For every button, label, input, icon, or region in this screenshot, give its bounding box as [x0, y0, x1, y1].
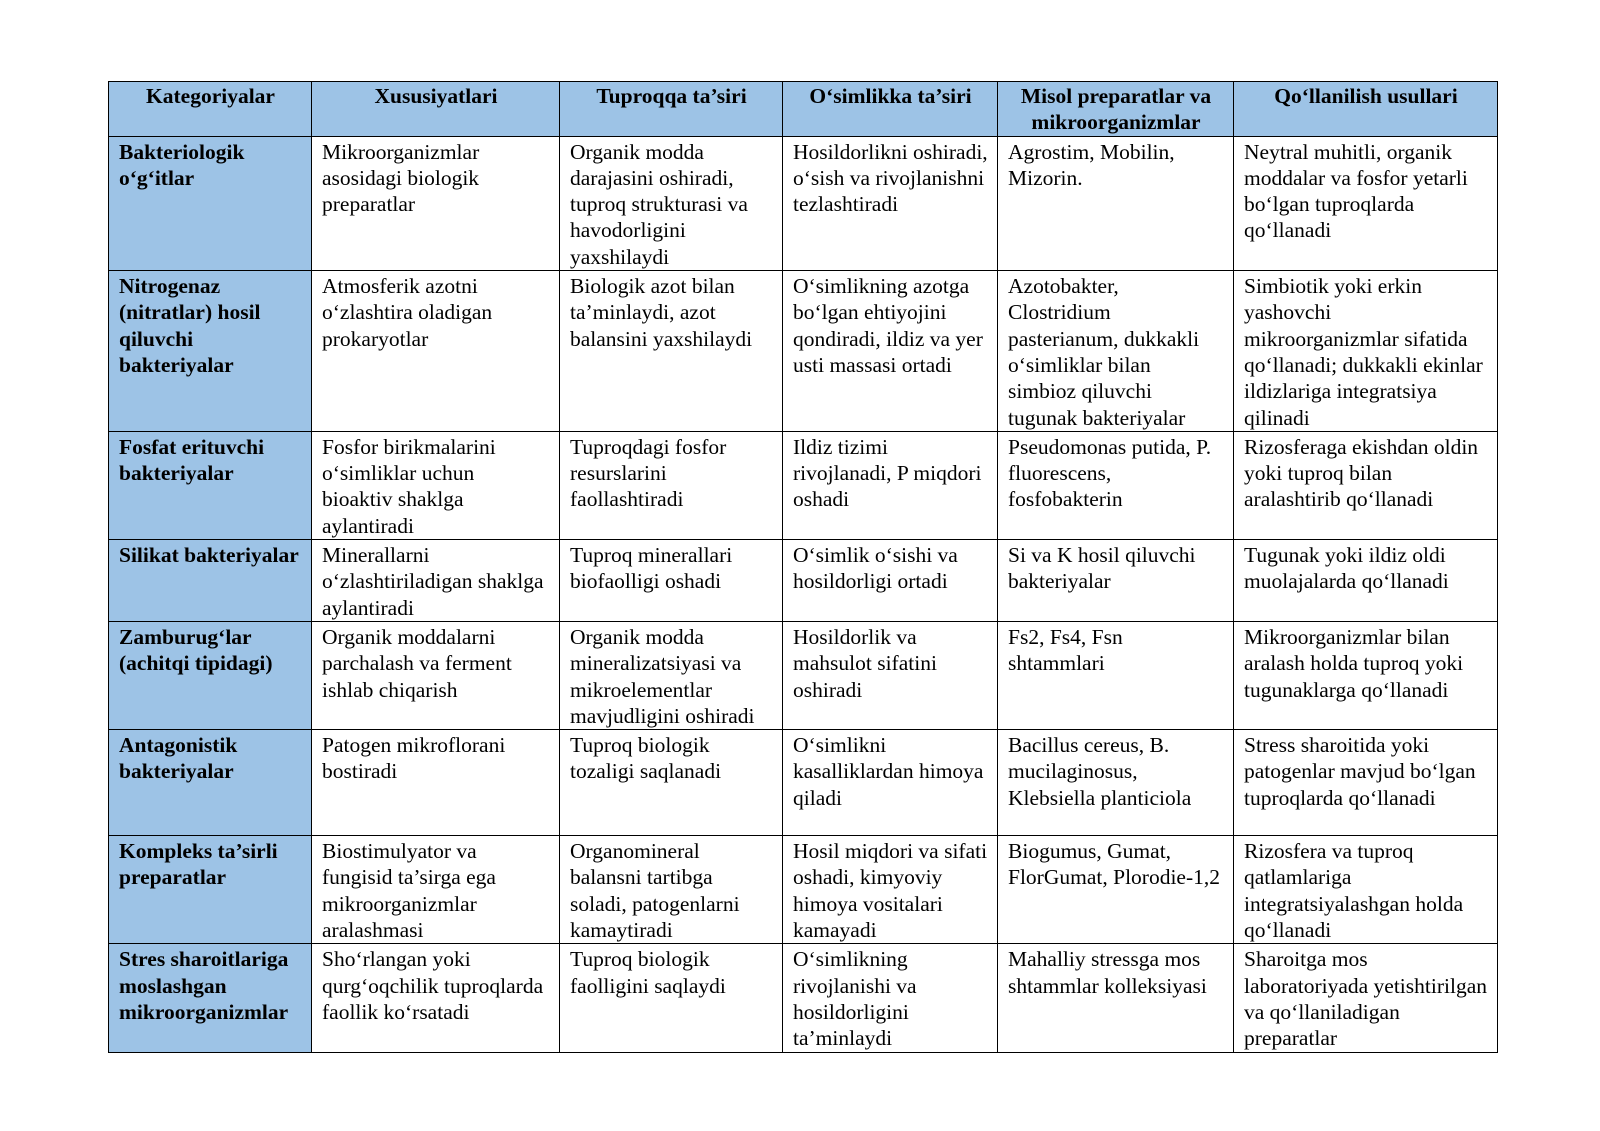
data-table	[108, 81, 1498, 1053]
row-category-cell: Bakteriologik o‘g‘itlar	[109, 136, 312, 270]
table-cell: Hosildorlikni oshiradi, o‘sish va rivojlanishni tezlashtiradi	[783, 136, 998, 270]
table-cell: Organomineral balansni tartibga soladi, patogenlarni kamaytiradi	[560, 836, 783, 944]
table-cell: Biogumus, Gumat, FlorGumat, Plorodie-1,2	[998, 836, 1234, 944]
table-cell: Tuproqdagi fosfor resurslarini faollashtiradi	[560, 431, 783, 539]
table-cell: Tuproq minerallari biofaolligi oshadi	[560, 540, 783, 622]
table-cell: O‘simlikning azotga bo‘lgan ehtiyojini qondiradi, ildiz va yer usti massasi ortadi	[783, 271, 998, 432]
table-cell: Tuproq biologik faolligini saqlaydi	[560, 944, 783, 1052]
row-category-cell: Fosfat erituvchi bakteriyalar	[109, 431, 312, 539]
table-cell: Simbiotik yoki erkin yashovchi mikroorganizmlar sifatida qo‘llanadi; dukkakli ekinlar ildizlariga integratsiya qilinadi	[1234, 271, 1498, 432]
table-row	[109, 136, 1498, 270]
table-cell: Si va K hosil qiluvchi bakteriyalar	[998, 540, 1234, 622]
table-cell: Pseudomonas putida, P. fluorescens, fosfobakterin	[998, 431, 1234, 539]
row-category-cell: Nitrogenaz (nitratlar) hosil qiluvchi bakteriyalar	[109, 271, 312, 432]
table-cell: Patogen mikroflorani bostiradi	[312, 730, 560, 836]
table-cell: Ildiz tizimi rivojlanadi, P miqdori oshadi	[783, 431, 998, 539]
header-examples: Misol preparatlar va mikroorganizmlar	[998, 82, 1234, 137]
table-cell: Organik modda darajasini oshiradi, tuproq strukturasi va havodorligini yaxshilaydi	[560, 136, 783, 270]
header-plant-effect: O‘simlikka ta’siri	[783, 82, 998, 137]
table-cell: Mahalliy stressga mos shtammlar kolleksiyasi	[998, 944, 1234, 1052]
table-cell: Neytral muhitli, organik moddalar va fosfor yetarli bo‘lgan tuproqlarda qo‘llanadi	[1234, 136, 1498, 270]
table-cell: Stress sharoitida yoki patogenlar mavjud bo‘lgan tuproqlarda qo‘llanadi	[1234, 730, 1498, 836]
table-cell: Biostimulyator va fungisid ta’sirga ega mikroorganizmlar aralashmasi	[312, 836, 560, 944]
table-row	[109, 540, 1498, 622]
header-categories: Kategoriyalar	[109, 82, 312, 137]
table-cell: Bacillus cereus, B. mucilaginosus, Klebsiella planticiola	[998, 730, 1234, 836]
table-cell: O‘simlik o‘sishi va hosildorligi ortadi	[783, 540, 998, 622]
row-category-cell: Zamburug‘lar (achitqi tipidagi)	[109, 621, 312, 729]
table-cell: Azotobakter, Clostridium pasterianum, dukkakli o‘simliklar bilan simbioz qiluvchi tugunak bakteriyalar	[998, 271, 1234, 432]
table-cell: Fs2, Fs4, Fsn shtammlari	[998, 621, 1234, 729]
table-cell: Minerallarni o‘zlashtiriladigan shaklga aylantiradi	[312, 540, 560, 622]
table-row	[109, 431, 1498, 539]
table-cell: Mikroorganizmlar bilan aralash holda tuproq yoki tugunaklarga qo‘llanadi	[1234, 621, 1498, 729]
table-row	[109, 836, 1498, 944]
header-application: Qo‘llanilish usullari	[1234, 82, 1498, 137]
table-row	[109, 730, 1498, 836]
header-soil-effect: Tuproqqa ta’siri	[560, 82, 783, 137]
table-cell: O‘simlikni kasalliklardan himoya qiladi	[783, 730, 998, 836]
row-category-cell: Kompleks ta’sirli preparatlar	[109, 836, 312, 944]
table-row	[109, 944, 1498, 1052]
table-cell: Mikroorganizmlar asosidagi biologik preparatlar	[312, 136, 560, 270]
table-cell: Agrostim, Mobilin, Mizorin.	[998, 136, 1234, 270]
table-cell: Rizosfera va tuproq qatlamlariga integratsiyalashgan holda qo‘llanadi	[1234, 836, 1498, 944]
table-header	[109, 82, 1498, 137]
table-cell: Tuproq biologik tozaligi saqlanadi	[560, 730, 783, 836]
table-cell: Fosfor birikmalarini o‘simliklar uchun bioaktiv shaklga aylantiradi	[312, 431, 560, 539]
table-row	[109, 621, 1498, 729]
table-cell: Sharoitga mos laboratoriyada yetishtirilgan va qo‘llaniladigan preparatlar	[1234, 944, 1498, 1052]
table-cell: Organik moddalarni parchalash va ferment ishlab chiqarish	[312, 621, 560, 729]
table-cell: Biologik azot bilan ta’minlaydi, azot balansini yaxshilaydi	[560, 271, 783, 432]
header-properties: Xususiyatlari	[312, 82, 560, 137]
table-cell: Organik modda mineralizatsiyasi va mikroelementlar mavjudligini oshiradi	[560, 621, 783, 729]
table-cell: Atmosferik azotni o‘zlashtira oladigan prokaryotlar	[312, 271, 560, 432]
row-category-cell: Silikat bakteriyalar	[109, 540, 312, 622]
table-cell: Hosil miqdori va sifati oshadi, kimyoviy himoya vositalari kamayadi	[783, 836, 998, 944]
table-cell: Tugunak yoki ildiz oldi muolajalarda qo‘llanadi	[1234, 540, 1498, 622]
row-category-cell: Stres sharoitlariga moslashgan mikroorganizmlar	[109, 944, 312, 1052]
row-category-cell: Antagonistik bakteriyalar	[109, 730, 312, 836]
table-cell: O‘simlikning rivojlanishi va hosildorligini ta’minlaydi	[783, 944, 998, 1052]
table-row	[109, 271, 1498, 432]
table-cell: Hosildorlik va mahsulot sifatini oshiradi	[783, 621, 998, 729]
table-cell: Rizosferaga ekishdan oldin yoki tuproq bilan aralashtirib qo‘llanadi	[1234, 431, 1498, 539]
table-cell: Sho‘rlangan yoki qurg‘oqchilik tuproqlarda faollik ko‘rsatadi	[312, 944, 560, 1052]
header-row	[109, 82, 1498, 137]
table-body	[109, 136, 1498, 1052]
